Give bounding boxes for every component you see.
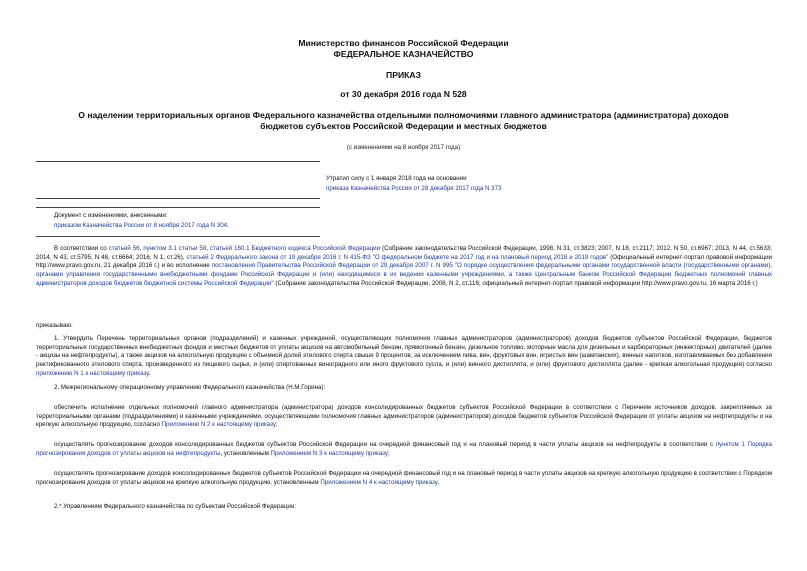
item-1-paragraph [36, 335, 772, 379]
doc-type-heading: ПРИКАЗ [386, 70, 421, 80]
budget-code-link[interactable]: статьей 56, пунктом 3.1 статьи 58, статьей 160.1 Бюджетного кодекса Российской Федерации [108, 245, 381, 252]
item-2b-tail: ; [388, 449, 390, 457]
item-2c-tail: . [437, 478, 439, 486]
changes-link[interactable]: приказом Казначейства России от 8 ноября 2017 года N 304 [54, 222, 228, 229]
item-2b-paragraph [36, 441, 772, 458]
appendix-1-link[interactable]: приложению N 1 к настоящему приказу [36, 369, 149, 377]
changes-label: Документ с изменениями, внесенными: [54, 212, 168, 219]
item-2a-text: обеспечить исполнение отдельных полномочий главного администратора (администратора) доходов консолидированных бюджетов субъектов Российской Федерации в соответствии с Перечнем источников доходов, закрепляемых за территориальными органами (подразделениями) и казенными учреждениями, осуществляющими полномочия главных администраторов (администраторов) доходов бюджетов субъектов Российской Федерации от уплаты акцизов на нефтепродукты и на крепкую алкогольную продукцию, согласно [36, 404, 772, 429]
preamble-text: (Собрание законодательства Российской Федерации, 1998, N 31, ст.3823; 2007, N 18, ст.2117; 2012, N 50, ст.6967; 2013, N 44, ст.5633; 2014, N 43, ст.5795, N 48, ст.6664; 2016, N 1, ст.26), [36, 245, 772, 261]
item-2c-paragraph [36, 470, 772, 487]
forecast-procedure-link[interactable]: пунктом 1 Порядка прогнозирования доходов от уплаты акцизов на нефтепродукты [36, 441, 773, 457]
item-2-1-paragraph: 2.* Управлениям Федерального казначейства по субъектам Российской Федерации: [54, 503, 297, 510]
preamble-text: (Собрание законодательства Российской Федерации, 2008, N 2, ст.116; официальный интернет-портал правовой информации http://www.pravo.gov.ru, 16 марта 2016 г.) [273, 279, 758, 287]
ministry-heading: Министерство финансов Российской Федерации [298, 38, 509, 48]
item-2b-text: осуществлять прогнозирование доходов консолидированных бюджетов субъектов Российской Федерации на очередной финансовый год и на плановый период в части уплаты акцизов на нефтепродукты в соответствии с [54, 441, 716, 448]
item-2b-text: , установленным [220, 449, 271, 457]
preamble-text: В соответствии со [54, 245, 109, 252]
divider [36, 198, 320, 199]
appendix-3-link[interactable]: Приложением N 3 к настоящему приказу [270, 449, 389, 457]
item-1-tail: . [148, 369, 151, 377]
date-number-heading: от 30 декабря 2016 года N 528 [340, 89, 467, 99]
treasury-heading: ФЕДЕРАЛЬНОЕ КАЗНАЧЕЙСТВО [333, 49, 474, 59]
changes-tail: . [227, 222, 229, 229]
divider [36, 207, 320, 208]
item-2c-text: осуществлять прогнозирование доходов консолидированных бюджетов субъектов Российской Федерации на очередной финансовый год и на плановый период в части уплаты акцизов на крепкую алкогольную продукцию в соответствии с Порядком прогнозирования доходов от уплаты акцизов на крепкую алкогольную продукцию, установленным [36, 470, 772, 486]
divider [36, 161, 320, 162]
government-resolution-link[interactable]: постановления Правительства Российской Федерации от 29 декабря 2007 г. N 995 "О порядке осуществления федеральными органами государственной власти (государственными органами), органами управления государственными внебюджетными фондами Российской Федерации и (или) находящимися в их ведении казенными учреждениями, а также Центральным банком Российской Федерации бюджетных полномочий главных администраторов доходов бюджетов бюджетной системы Российской Федерации" [36, 262, 772, 287]
preamble-text: (Официальный интернет-портал правовой информации http://www.pravo.gov.ru, 21 декабря 2016 г.) и во исполнение [36, 253, 772, 270]
order-word: приказываю: [36, 322, 73, 329]
appendix-2-link[interactable]: Приложению N 2 к настоящему приказу [161, 421, 277, 429]
lost-force-text: Утратил силу с 1 января 2018 года на основании [326, 175, 467, 182]
divider [36, 236, 320, 237]
item-2a-paragraph [36, 404, 772, 430]
preamble-paragraph [36, 245, 772, 289]
document-title: О наделении территориальных органов Федерального казначейства отдельными полномочиями главного администратора (администратора) доходов бюджетов субъектов Российской Федерации и местных бюджетов [78, 110, 729, 131]
changes-line [54, 222, 314, 230]
item-2-paragraph: 2. Межрегиональному операционному управлению Федерального казначейства (Н.М.Горина): [54, 384, 326, 391]
amendment-note: (с изменениями на 8 ноября 2017 года) [346, 144, 461, 151]
item-1-text: 1. Утвердить Перечень территориальных органов (подразделений) и казенных учреждений, осуществляющих полномочия главных администраторов (администраторов) доходов бюджетов субъектов Российской Федерации, бюджетов территориальных государственных внебюджетных фондов и местных бюджетов от уплаты акцизов на автомобильный бензин, прямогонный бензин, дизельное топливо, моторные масла для дизельных и карбюраторных (инжекторных) двигателей (далее - акцизы на нефтепродукты), а также акцизов на алкогольную продукцию с объемной долей этилового спирта свыше 9 процентов, за исключением пива, вин, фруктовых вин, игристых вин (шампанских), винных напитков, изготавливаемых без добавления ректификованного этилового спирта, произведенного из пищевого сырья, и (или) спиртованных виноградного или иного фруктового сусла, и (или) винного дистиллята, и (или) фруктового дистиллята (далее - крепкая алкогольная продукция) согласно [36, 335, 772, 369]
item-2a-tail: ; [276, 421, 278, 429]
appendix-4-link[interactable]: Приложением N 4 к настоящему приказу [320, 478, 438, 486]
federal-law-link[interactable]: статьей 2 Федерального закона от 19 декабря 2016 г. N 415-ФЗ "О федеральном бюджете на 2017 год и на плановый период 2018 и 2019 годов" [186, 253, 609, 261]
lost-force-link[interactable]: приказа Казначейства России от 28 декабря 2017 года N 373 [326, 185, 502, 192]
